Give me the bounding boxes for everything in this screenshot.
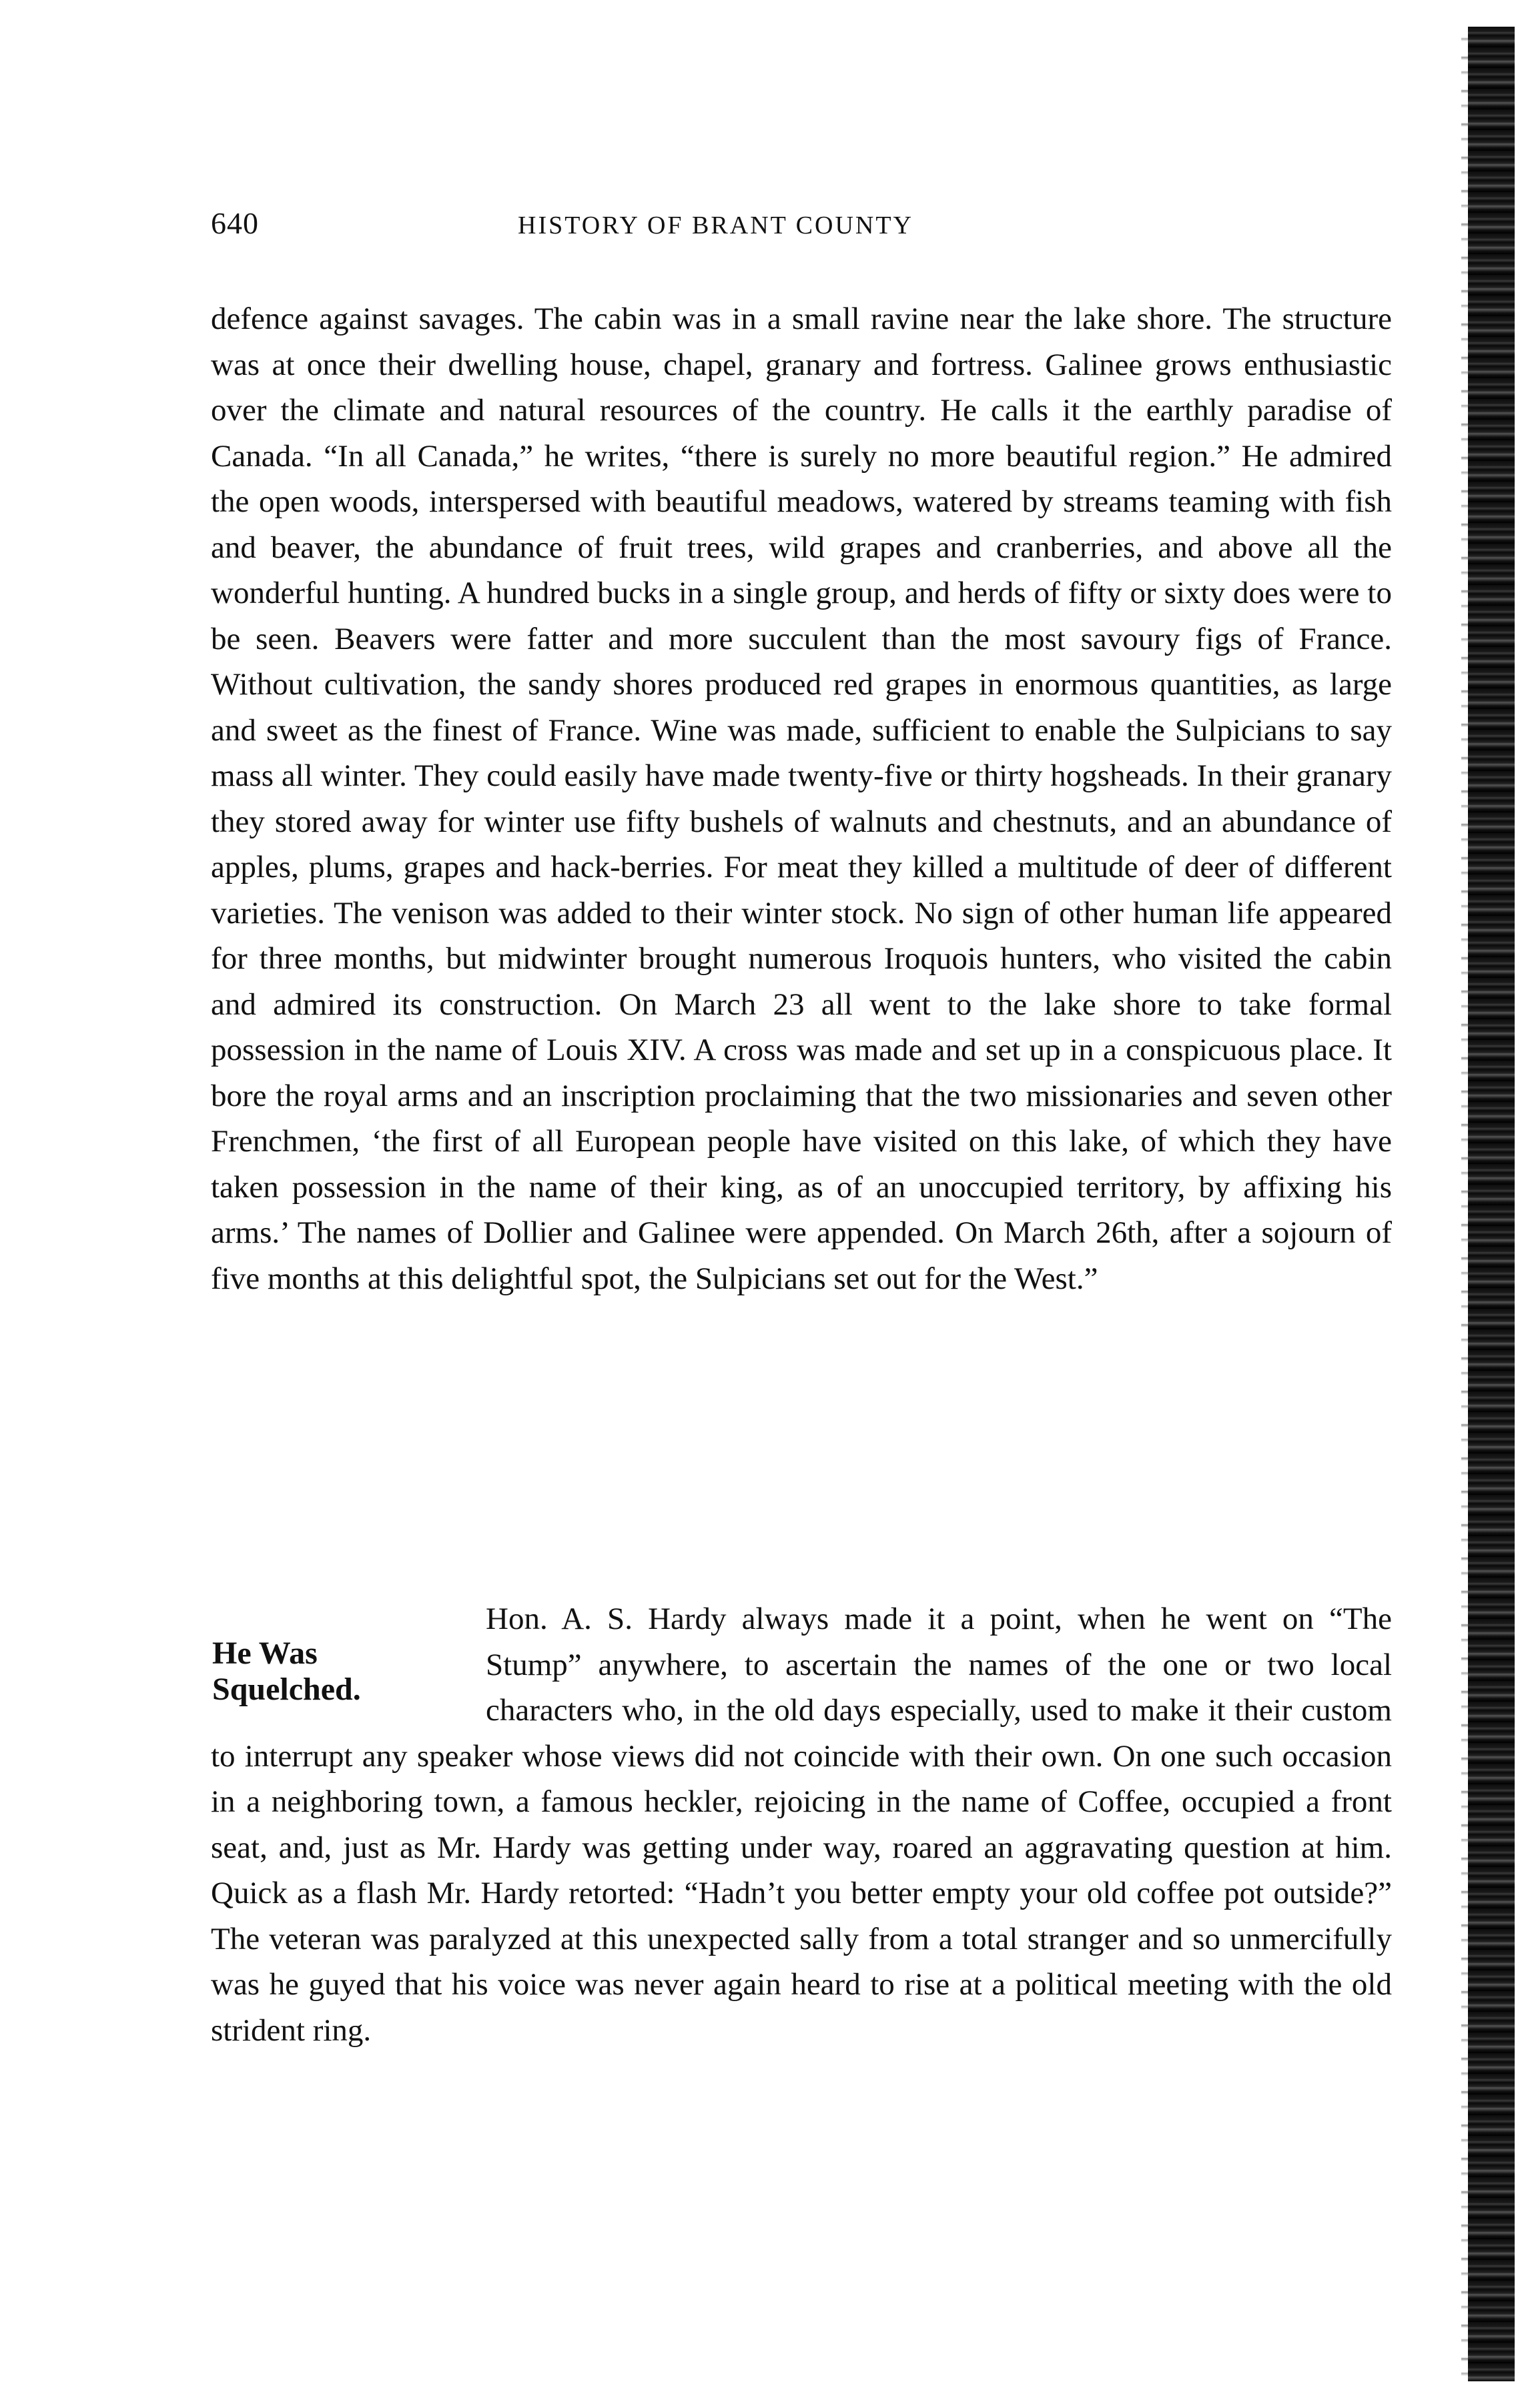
page-header <box>211 205 1392 252</box>
margin-heading-space <box>211 1596 486 1733</box>
margin-heading-line-2: Squelched. <box>212 1672 361 1707</box>
running-head: HISTORY OF BRANT COUNTY <box>518 211 913 239</box>
paragraph-galinee: defence against savages. The cabin was in a small ravine near the lake shore. The structure was at once their dwelling house, chapel, granary and fortress. Galinee grows enthusiastic over the climate and natural resources of the country. He calls it the earthly paradise of Canada. “In all Canada,” he writes, “there is surely no more beautiful region.” He admired the open woods, interspersed with beautiful meadows, watered by streams teaming with fish and beaver, the abundance of fruit trees, wild grapes and cranberries, and above all the wonderful hunting. A hundred bucks in a single group, and herds of fifty or sixty does were to be seen. Beavers were fatter and more succulent than the most savoury figs of France. Without cultivation, the sandy shores produced red grapes in enormous quantities, as large and sweet as the finest of France. Wine was made, sufficient to enable the Sulpicians to say mass all winter. They could easily have made twenty-five or thirty hogsheads. In their granary they stored away for winter use fifty bushels of walnuts and chestnuts, and an abundance of apples, plums, grapes and hack-berries. For meat they killed a multitude of deer of different varieties. The venison was added to their winter stock. No sign of other human life appeared for three months, but midwinter brought numerous Iroquois hunters, who visited the cabin and admired its construction. On March 23 all went to the lake shore to take formal possession in the name of Louis XIV. A cross was made and set up in a conspicuous place. It bore the royal arms and an inscription proclaiming that the two missionaries and seven other Frenchmen, ‘the first of all European people have visited on this lake, of which they have taken possession in the name of their king, as of an unoccupied territory, by affixing his arms.’ The names of Dollier and Galinee were appended. On March 26th, after a sojourn of five months at this delightful spot, the Sulpicians set out for the West.” <box>211 302 1392 1296</box>
book-binding-edge <box>1468 27 1515 2381</box>
page-number: 640 <box>211 206 259 240</box>
paragraph-hardy: Hon. A. S. Hardy always made it a point, when he went on “The Stump” anywhere, to ascertain the names of the one or two local characters who, in the old days especially, used to make it their custom to interrupt any speaker whose views did not coincide with their own. On one such occasion in a neighboring town, a famous heckler, rejoicing in the name of Coffee, occupied a front seat, and, just as Mr. Hardy was getting under way, roared an aggravating question at him. Quick as a flash Mr. Hardy retorted: “Hadn’t you better empty your old coffee pot outside?” The veteran was paralyzed at this unexpected sally from a total stranger and so unmercifully was he guyed that his voice was never again heard to rise at a political meeting with the old strident ring. <box>211 1602 1392 2048</box>
margin-heading-line-1: He Was <box>212 1636 318 1671</box>
paragraph-hardy-container <box>211 1596 1392 2053</box>
